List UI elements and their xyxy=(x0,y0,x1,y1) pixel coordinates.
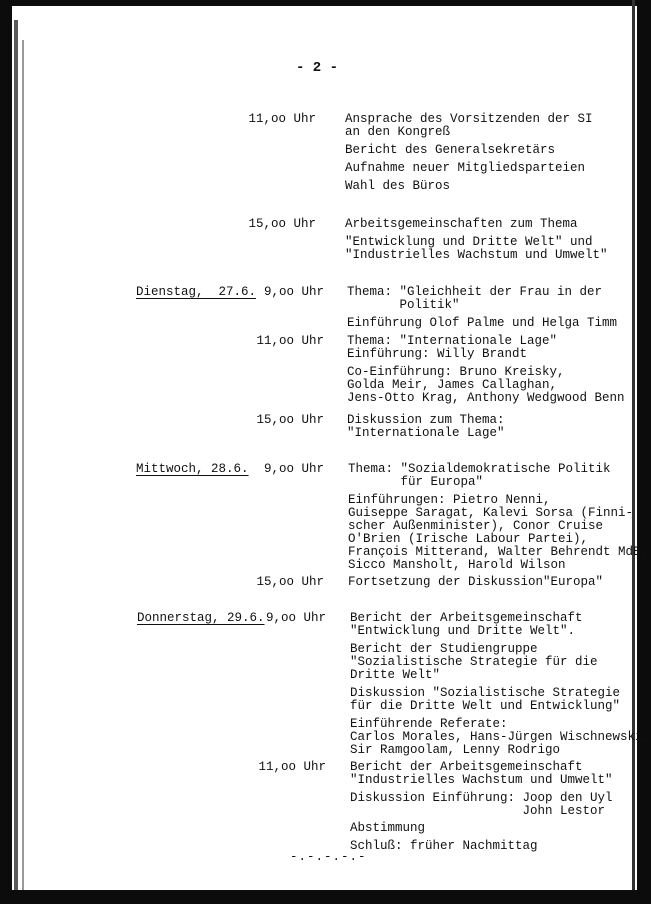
agenda-line: John Lestor xyxy=(350,804,606,818)
agenda-line: Aufnahme neuer Mitgliedsparteien xyxy=(345,161,586,175)
agenda-line: Einführung Olof Palme und Helga Timm xyxy=(347,316,618,330)
agenda-line: Einführung: Willy Brandt xyxy=(347,347,528,361)
time-monday-1100: 11,oo Uhr xyxy=(248,112,316,126)
agenda-line: an den Kongreß xyxy=(345,125,451,139)
agenda-line: "Industrielles Wachstum und Umwelt" xyxy=(350,773,613,787)
agenda-line: "Internationale Lage" xyxy=(347,426,505,440)
scan-edge-right-shadow xyxy=(632,0,635,904)
time-wednesday-1500: 15,oo Uhr xyxy=(256,575,324,589)
agenda-line: "Industrielles Wachstum und Umwelt" xyxy=(345,248,608,262)
agenda-line: Sicco Mansholt, Harold Wilson xyxy=(348,558,566,572)
agenda-line: Jens-Otto Krag, Anthony Wedgwood Benn xyxy=(347,391,625,405)
agenda-line: Einführungen: Pietro Nenni, xyxy=(348,493,551,507)
scan-edge-left-shadow xyxy=(14,20,18,904)
agenda-line: Ansprache des Vorsitzenden der SI xyxy=(345,112,593,126)
agenda-line: Einführende Referate: xyxy=(350,717,508,731)
scan-edge-top xyxy=(0,0,651,6)
agenda-line: Sir Ramgoolam, Lenny Rodrigo xyxy=(350,743,561,757)
time-tuesday-1500: 15,oo Uhr xyxy=(256,413,324,427)
agenda-line: Dritte Welt" xyxy=(350,668,441,682)
agenda-line: für Europa" xyxy=(348,475,484,489)
agenda-line: Schluß: früher Nachmittag xyxy=(350,839,538,853)
agenda-line: Thema: "Internationale Lage" xyxy=(347,334,558,348)
time-thursday-1100: 11,oo Uhr xyxy=(258,760,326,774)
day-heading-wednesday: Mittwoch, 28.6. xyxy=(136,462,249,476)
scan-edge-left xyxy=(0,0,12,904)
agenda-line: "Sozialistische Strategie für die xyxy=(350,655,598,669)
agenda-line: Diskussion Einführung: Joop den Uyl xyxy=(350,791,613,805)
closing-mark: -.-.-.-.- xyxy=(290,850,367,864)
day-heading-thursday: Donnerstag, 29.6. xyxy=(137,611,265,625)
agenda-line: François Mitterand, Walter Behrendt MdB, xyxy=(348,545,649,559)
agenda-line: Thema: "Sozialdemokratische Politik xyxy=(348,462,611,476)
agenda-line: Bericht der Arbeitsgemeinschaft xyxy=(350,760,583,774)
time-tuesday-0900: 9,oo Uhr xyxy=(263,285,324,299)
agenda-line: Diskussion "Sozialistische Strategie xyxy=(350,686,621,700)
agenda-line: O'Brien (Irische Labour Partei), xyxy=(348,532,589,546)
time-wednesday-0900: 9,oo Uhr xyxy=(263,462,324,476)
agenda-line: Diskussion zum Thema: xyxy=(347,413,505,427)
scan-edge-bottom xyxy=(0,890,651,904)
time-tuesday-1100: 11,oo Uhr xyxy=(256,334,324,348)
agenda-line: Guiseppe Saragat, Kalevi Sorsa (Finni- xyxy=(348,506,634,520)
agenda-line: scher Außenminister), Conor Cruise xyxy=(348,519,604,533)
agenda-line: Bericht des Generalsekretärs xyxy=(345,143,556,157)
agenda-line: Co-Einführung: Bruno Kreisky, xyxy=(347,365,565,379)
scan-edge-right xyxy=(637,0,651,904)
agenda-line: "Entwicklung und Dritte Welt" und xyxy=(345,235,593,249)
page-number: - 2 - xyxy=(296,60,339,76)
agenda-line: Fortsetzung der Diskussion"Europa" xyxy=(348,575,604,589)
time-thursday-0900: 9,oo Uhr xyxy=(265,611,326,625)
agenda-line: Thema: "Gleichheit der Frau in der xyxy=(347,285,603,299)
scan-edge-left-line xyxy=(22,40,24,900)
agenda-line: Wahl des Büros xyxy=(345,179,451,193)
agenda-line: Bericht der Arbeitsgemeinschaft xyxy=(350,611,583,625)
agenda-line: Carlos Morales, Hans-Jürgen Wischnewski, xyxy=(350,730,651,744)
agenda-line: Abstimmung xyxy=(350,821,426,835)
agenda-line: Politik" xyxy=(347,298,460,312)
agenda-line: Arbeitsgemeinschaften zum Thema xyxy=(345,217,578,231)
agenda-line: für die Dritte Welt und Entwicklung" xyxy=(350,699,621,713)
agenda-line: Golda Meir, James Callaghan, xyxy=(347,378,558,392)
day-heading-tuesday: Dienstag, 27.6. xyxy=(136,285,257,299)
time-monday-1500: 15,oo Uhr xyxy=(248,217,316,231)
agenda-line: "Entwicklung und Dritte Welt". xyxy=(350,624,576,638)
agenda-line: Bericht der Studiengruppe xyxy=(350,642,538,656)
